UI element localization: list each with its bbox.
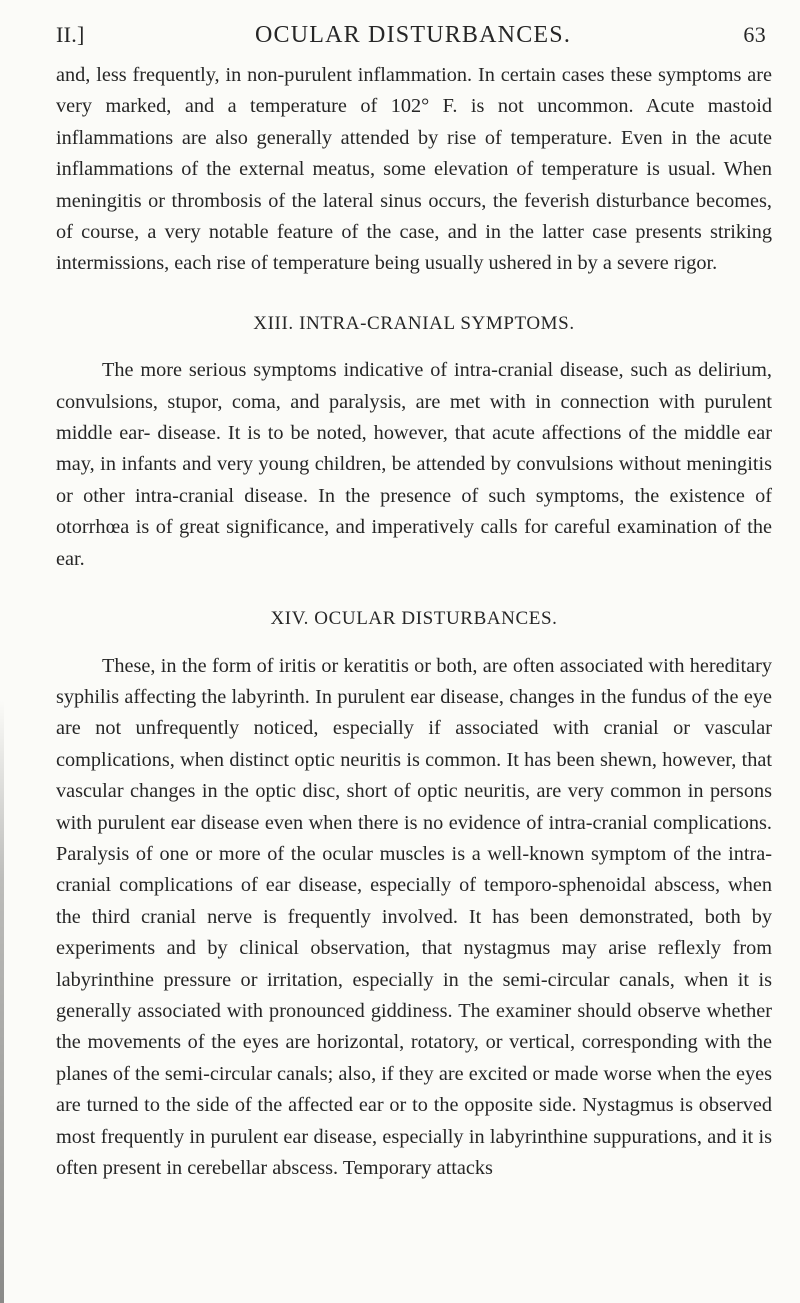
section-paragraph-intra-cranial: The more serious symptoms indicative of intra-cranial disease, such as delirium, convulsions, stupor, coma, and paralysis, are met with in connection with purulent middle ear- disease. It is to be noted, however, that acute affections of the middle ear may, in infants and very young children, be attended by convulsions without meningitis or other intra-cranial disease. In the presence of such symptoms, the existence of otorrhœa is of great significance, and imperatively calls for careful examination of the ear. bbox=[56, 359, 772, 570]
page-body bbox=[56, 60, 772, 1184]
running-title: OCULAR DISTURBANCES. bbox=[254, 22, 572, 48]
section-heading-intra-cranial: XIII. INTRA-CRANIAL SYMPTOMS. bbox=[253, 312, 575, 334]
running-header bbox=[56, 22, 770, 52]
part-number: II.] bbox=[56, 22, 85, 47]
section-paragraph-ocular: These, in the form of iritis or keratitis or both, are often associated with hereditary syphilis affecting the labyrinth. In purulent ear disease, changes in the fundus of the eye are not unfrequently noticed, especially if associated with cranial or vascular complications, when distinct optic neuritis is common. It has been shewn, however, that vascular changes in the optic disc, short of optic neuritis, are very common in persons with purulent ear disease even when there is no evidence of intra-cranial complications. Paralysis of one or more of the ocular muscles is a well-known symptom of the intra-cranial complications of ear disease, especially of temporo-sphenoidal abscess, when the third cranial nerve is frequently involved. It has been demonstrated, both by experiments and by clinical observation, that nystagmus may arise reflexly from labyrinthine pressure or irritation, especially in the semi-circular canals, when it is generally associated with pronounced giddiness. The examiner should observe whether the movements of the eyes are horizontal, rotatory, or vertical, corresponding with the planes of the semi-circular canals; also, if they are excited or made worse when the eyes are turned to the side of the affected ear or to the opposite side. Nystagmus is observed most frequently in purulent ear disease, especially in labyrinthine suppurations, and it is often present in cerebellar abscess. Temporary attacks bbox=[56, 654, 772, 1179]
page-number: 63 bbox=[743, 22, 766, 47]
intro-paragraph: and, less frequently, in non-purulent inflammation. In certain cases these symptoms are very marked, and a temperature of 102° F. is not uncommon. Acute mastoid inflammations are also generally attended by rise of temperature. Even in the acute inflammations of the external meatus, some elevation of temperature is usual. When meningitis or thrombosis of the lateral sinus occurs, the feverish disturbance becomes, of course, a very notable feature of the case, and in the latter case presents striking intermissions, each rise of temperature being usually ushered in by a severe rigor. bbox=[56, 64, 772, 275]
page-binding-shadow bbox=[0, 700, 4, 1303]
section-heading-ocular: XIV. OCULAR DISTURBANCES. bbox=[270, 608, 558, 630]
